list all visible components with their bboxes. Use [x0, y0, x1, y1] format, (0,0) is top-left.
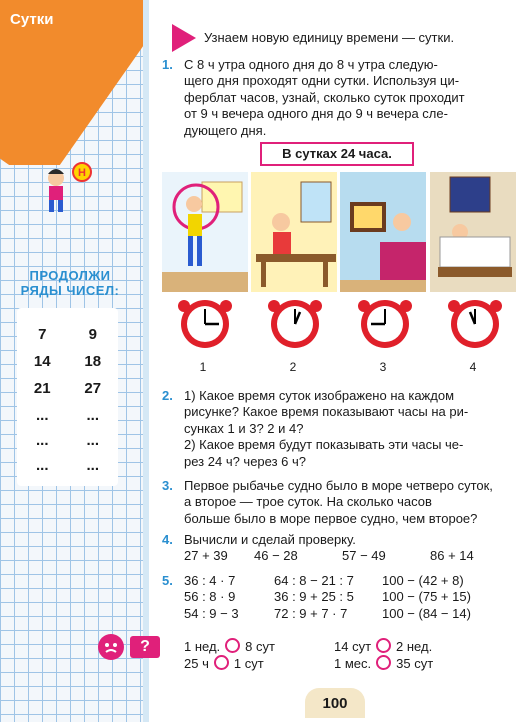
task5-expressions: 36 : 4 · 7 64 : 8 − 21 : 7 100 − (42 + 8) 56 : 8 · 9 36 : 9 + 25 : 5 100 − (75 + 15) 54 : 9 − 3 72 : 9 + 7 · 7 100 − (84 − 14) [184, 573, 471, 621]
compare-units: 1 нед. 8 сут 14 сут 2 нед. 25 ч 1 сут 1 мес. 35 сут [184, 639, 434, 672]
task3-text: Первое рыбачье судно было в море четверо суток, а второе — трое суток. На сколько часов больше было в море первое судно, чем второе? [184, 478, 493, 526]
boy-mascot-icon [38, 160, 98, 220]
alarm-clock-icon [260, 296, 330, 352]
morning-exercise-illustration [162, 172, 248, 292]
task-number: 2. [162, 388, 173, 403]
banner-24-hours: В сутках 24 часа. [260, 142, 414, 166]
compare-circle[interactable] [376, 638, 391, 653]
task-number: 4. [162, 532, 173, 547]
compare-circle[interactable] [214, 655, 229, 670]
alarm-clock-icon [170, 296, 240, 352]
sequence-row: 21 27 [33, 380, 102, 397]
compare-circle[interactable] [376, 655, 391, 670]
alarm-clock-icon [350, 296, 420, 352]
page-spine [143, 0, 149, 722]
clock-label: 2 [289, 360, 297, 374]
task-number: 3. [162, 478, 173, 493]
lunch-illustration [251, 172, 337, 292]
sequence-row: ... ... [35, 407, 99, 424]
puzzled-face-icon [98, 634, 124, 660]
task-number: 5. [162, 573, 173, 588]
evening-tv-illustration [340, 172, 426, 292]
task-number: 1. [162, 57, 173, 72]
clock-label: 4 [469, 360, 477, 374]
sidebar [0, 0, 143, 722]
alarm-clock-icon [440, 296, 510, 352]
intro-text: Узнаем новую единицу времени — сутки. [204, 30, 455, 45]
task4-text: Вычисли и сделай проверку. 27 + 39 46 − 28 57 − 49 86 + 14 [184, 532, 474, 564]
continue-heading: ПРОДОЛЖИ РЯДЫ ЧИСЕЛ: [20, 268, 120, 298]
clock-label: 1 [199, 360, 207, 374]
question-icon: ? [130, 636, 160, 658]
corner-tab [0, 0, 143, 165]
sequence-row: ... ... [35, 457, 99, 474]
task2-text: 1) Какое время суток изображено на каждом рисунке? Какое время показывают часы на ри- сунках 1 и 3? 2 и 4? 2) Какое время будут показывать эти часы че- рез 24 ч? через 6 ч? [184, 388, 469, 469]
illustrations [162, 172, 517, 292]
sequence-row: 14 18 [33, 353, 102, 370]
intro-marker-icon [172, 24, 196, 52]
marker-letter: Н [78, 167, 86, 179]
number-sequences [17, 308, 118, 486]
sequence-row: 7 9 [38, 326, 97, 343]
night-sleep-illustration [430, 172, 516, 292]
compare-circle[interactable] [225, 638, 240, 653]
alarm-clocks [162, 296, 517, 356]
page-number: 100 [305, 688, 365, 718]
section-title: Сутки [10, 11, 54, 28]
sequence-row: ... ... [35, 432, 99, 449]
main-content [150, 0, 527, 722]
task1-text: С 8 ч утра одного дня до 8 ч утра следую- щего дня проходят одни сутки. Используя ци- ферблат часов, узнай, сколько суток проходит от 9 ч вечера одного дня до 9 ч вечера сле- дующего дня. [184, 57, 465, 138]
clock-label: 3 [379, 360, 387, 374]
